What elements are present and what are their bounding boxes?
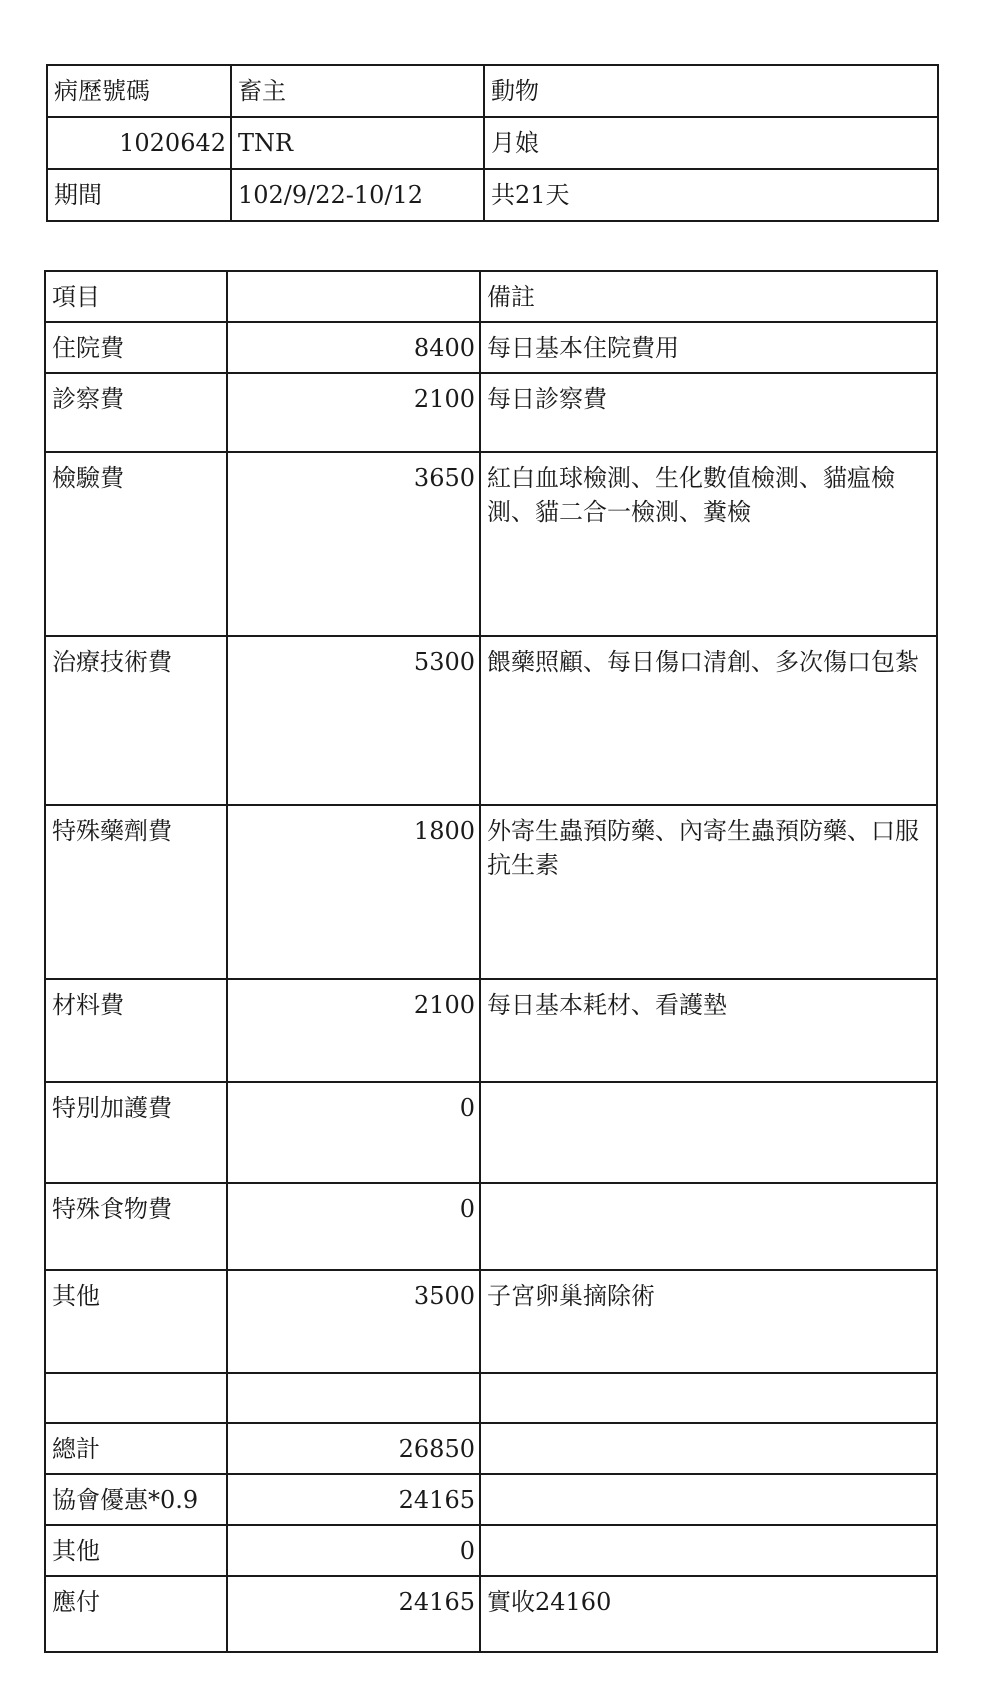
period-row xyxy=(47,169,938,221)
fee-amount: 2100 xyxy=(227,373,480,452)
header-label-row xyxy=(47,65,938,117)
summary-row-total xyxy=(45,1423,937,1474)
fee-row xyxy=(45,805,937,979)
fee-amount: 0 xyxy=(227,1183,480,1270)
fee-row xyxy=(45,1082,937,1183)
column-header-note: 備註 xyxy=(480,271,937,322)
fee-amount: 8400 xyxy=(227,322,480,373)
fee-row xyxy=(45,979,937,1082)
fee-amount: 3650 xyxy=(227,452,480,636)
blank-row xyxy=(45,1373,937,1423)
fee-note: 紅白血球檢測、生化數值檢測、貓瘟檢測、貓二合一檢測、糞檢 xyxy=(480,452,937,636)
summary-item: 應付 xyxy=(45,1576,227,1652)
header-value-row xyxy=(47,117,938,169)
owner-label: 畜主 xyxy=(231,65,484,117)
fee-row xyxy=(45,322,937,373)
column-header-amount xyxy=(227,271,480,322)
fee-note xyxy=(480,1183,937,1270)
fee-item: 診察費 xyxy=(45,373,227,452)
summary-note: 實收24160 xyxy=(480,1576,937,1652)
animal-value: 月娘 xyxy=(484,117,938,169)
summary-note xyxy=(480,1525,937,1576)
summary-row-discount xyxy=(45,1474,937,1525)
summary-amount: 24165 xyxy=(227,1576,480,1652)
column-header-item: 項目 xyxy=(45,271,227,322)
fee-row xyxy=(45,636,937,805)
owner-value: TNR xyxy=(231,117,484,169)
fee-item: 特別加護費 xyxy=(45,1082,227,1183)
summary-row-other xyxy=(45,1525,937,1576)
fee-item: 其他 xyxy=(45,1270,227,1373)
fee-amount: 1800 xyxy=(227,805,480,979)
fee-amount: 3500 xyxy=(227,1270,480,1373)
summary-item: 總計 xyxy=(45,1423,227,1474)
fee-note: 餵藥照顧、每日傷口清創、多次傷口包紮 xyxy=(480,636,937,805)
animal-label: 動物 xyxy=(484,65,938,117)
summary-row-payable xyxy=(45,1576,937,1652)
fee-item: 特殊食物費 xyxy=(45,1183,227,1270)
fee-item xyxy=(45,1373,227,1423)
summary-item: 其他 xyxy=(45,1525,227,1576)
fee-item: 住院費 xyxy=(45,322,227,373)
fee-row xyxy=(45,373,937,452)
fee-row xyxy=(45,1270,937,1373)
fee-note: 每日診察費 xyxy=(480,373,937,452)
fee-note: 子宮卵巢摘除術 xyxy=(480,1270,937,1373)
record-header-table xyxy=(46,64,939,222)
fee-note: 外寄生蟲預防藥、內寄生蟲預防藥、口服抗生素 xyxy=(480,805,937,979)
summary-note xyxy=(480,1423,937,1474)
fee-amount xyxy=(227,1373,480,1423)
fees-table xyxy=(44,270,938,1653)
summary-amount: 0 xyxy=(227,1525,480,1576)
summary-note xyxy=(480,1474,937,1525)
fees-header-row xyxy=(45,271,937,322)
summary-amount: 26850 xyxy=(227,1423,480,1474)
record-no-value: 1020642 xyxy=(47,117,231,169)
fee-row xyxy=(45,452,937,636)
fee-item: 特殊藥劑費 xyxy=(45,805,227,979)
fee-row xyxy=(45,1183,937,1270)
fee-item: 治療技術費 xyxy=(45,636,227,805)
fee-amount: 2100 xyxy=(227,979,480,1082)
fee-note xyxy=(480,1373,937,1423)
fee-item: 檢驗費 xyxy=(45,452,227,636)
period-label: 期間 xyxy=(47,169,231,221)
fee-item: 材料費 xyxy=(45,979,227,1082)
summary-item: 協會優惠*0.9 xyxy=(45,1474,227,1525)
period-value: 102/9/22-10/12 xyxy=(231,169,484,221)
record-no-label: 病歷號碼 xyxy=(47,65,231,117)
fee-note: 每日基本耗材、看護墊 xyxy=(480,979,937,1082)
summary-amount: 24165 xyxy=(227,1474,480,1525)
fee-note xyxy=(480,1082,937,1183)
fee-amount: 0 xyxy=(227,1082,480,1183)
fee-note: 每日基本住院費用 xyxy=(480,322,937,373)
duration-value: 共21天 xyxy=(484,169,938,221)
fee-amount: 5300 xyxy=(227,636,480,805)
